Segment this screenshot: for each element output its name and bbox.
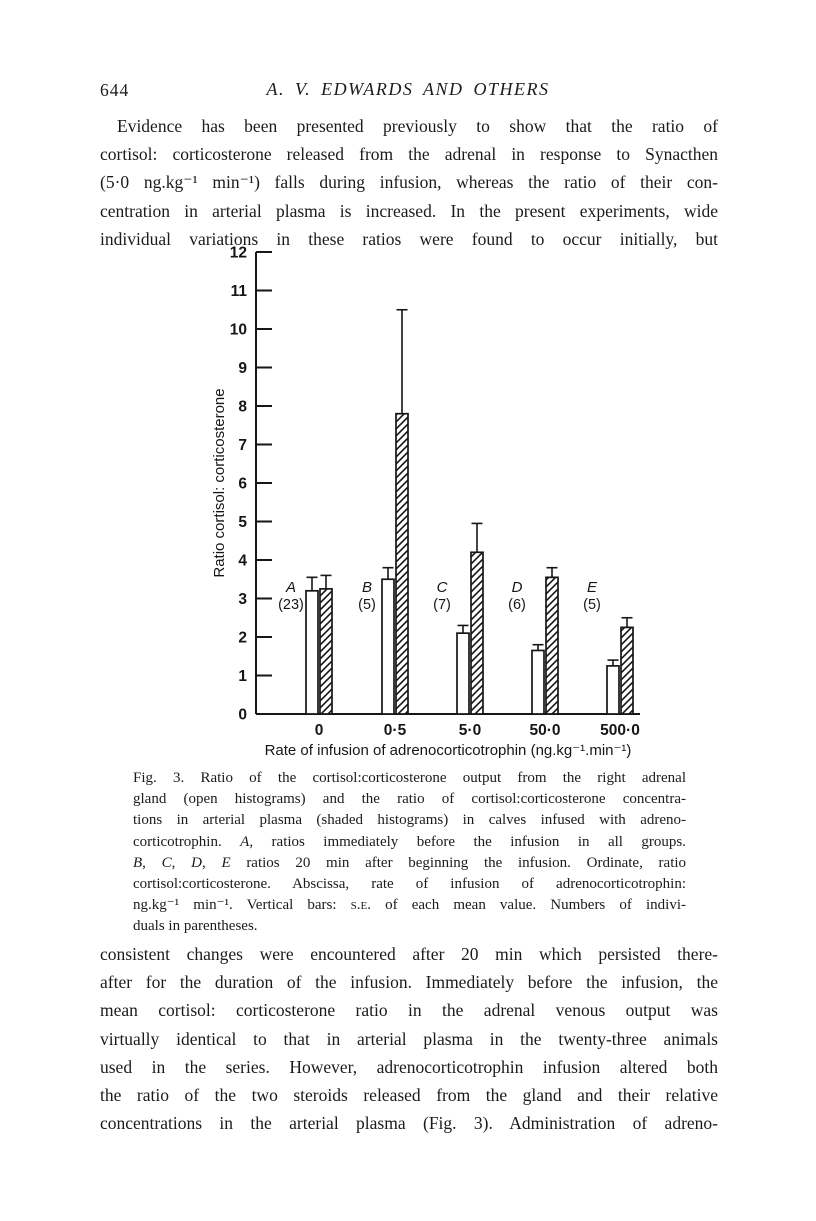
group-letter: C [436,579,448,596]
text-line: corticotrophin. A, ratios immediately before the infusion in all groups. [133,833,686,850]
text-line: cortisol: corticosterone released from the adrenal in response to Synacthen [100,144,718,165]
text-line: Fig. 3. Ratio of the cortisol:corticosterone output from the right adrenal [133,770,686,786]
y-tick-label: 6 [238,475,247,493]
open-bar [607,666,619,714]
text-line: (5·0 ng.kg⁻¹ min⁻¹) falls during infusion, whereas the ratio of their con- [100,172,718,193]
y-tick-label: 1 [238,668,247,685]
text-line: individual variations in these ratios were found to occur initially, but [100,228,718,249]
text-line: the ratio of the two steroids released from the gland and their relative [100,1085,718,1106]
group-letter: A [285,579,297,596]
y-tick-label: 12 [229,246,247,262]
text-line: consistent changes were encountered after 20 min which persisted there- [100,944,718,964]
y-tick-label: 0 [238,706,247,724]
text-line: tions in arterial plasma (shaded histograms) in calves infused with adreno- [133,812,686,829]
open-bar [532,650,544,714]
y-tick-label: 4 [238,552,247,570]
group-letter: E [586,579,598,596]
y-axis-label: Ratio cortisol: corticosterone [211,388,228,578]
paragraph-top [100,112,718,253]
group-letter: B [361,579,373,596]
group-n: (7) [433,597,451,613]
x-tick-label: 500·0 [600,722,640,739]
text-line: centration in arterial plasma is increased. In the present experiments, wide [100,200,718,221]
figure-3-bar-chart [180,246,700,776]
text-line: after for the duration of the infusion. Immediately before the infusion, the [100,972,718,993]
group-n: (6) [508,597,526,613]
running-title: A. V. EDWARDS AND OTHERS [266,79,550,99]
text-line: ng.kg⁻¹ min⁻¹. Vertical bars: s.e. of each mean value. Numbers of indivi- [133,897,686,914]
x-axis-label: Rate of infusion of adrenocorticotrophin (ng.kg⁻¹.min⁻¹) [264,742,632,759]
open-bar [306,591,318,714]
text-line: cortisol:corticosterone. Abscissa, rate of infusion of adrenocorticotrophin: [133,876,686,893]
group-n: (5) [583,597,601,613]
text-line: Evidence has been presented previously to show that the ratio of [117,116,718,136]
hatched-bar [546,577,558,714]
y-tick-label: 11 [230,283,247,300]
open-bar [382,579,394,714]
text-line: virtually identical to that in arterial plasma in the twenty-three animals [100,1028,718,1049]
x-tick-label: 0·5 [383,722,407,739]
text-line: gland (open histograms) and the ratio of cortisol:corticosterone concentra- [133,791,686,808]
page-number: 644 [100,80,130,100]
y-tick-label: 7 [238,437,247,454]
group-letter: D [511,579,523,596]
y-tick-label: 8 [238,398,247,416]
y-tick-label: 5 [238,514,247,531]
group-n: (23) [278,597,304,613]
text-line: B, C, D, E ratios 20 min after beginning the infusion. Ordinate, ratio [133,854,687,871]
hatched-bar [621,627,633,714]
y-tick-label: 9 [238,360,247,377]
hatched-bar [396,414,408,714]
y-tick-label: 3 [238,591,247,608]
x-tick-label: 5·0 [458,722,482,739]
x-tick-label: 0 [314,722,324,739]
x-tick-label: 50·0 [529,722,561,739]
text-line: used in the series. However, adrenocorticotrophin infusion altered both [100,1056,718,1077]
text-line: concentrations in the arterial plasma (Fig. 3). Administration of adreno- [100,1113,718,1134]
y-tick-label: 10 [229,321,247,339]
y-tick-label: 2 [238,629,247,647]
paragraph-bottom [100,940,718,1137]
group-n: (5) [358,597,376,613]
text-line: mean cortisol: corticosterone ratio in the adrenal venous output was [100,1000,718,1021]
figure-3-caption [133,768,686,938]
open-bar [457,633,469,714]
hatched-bar [320,589,332,714]
text-line: duals in parentheses. [133,918,258,935]
hatched-bar [471,552,483,714]
